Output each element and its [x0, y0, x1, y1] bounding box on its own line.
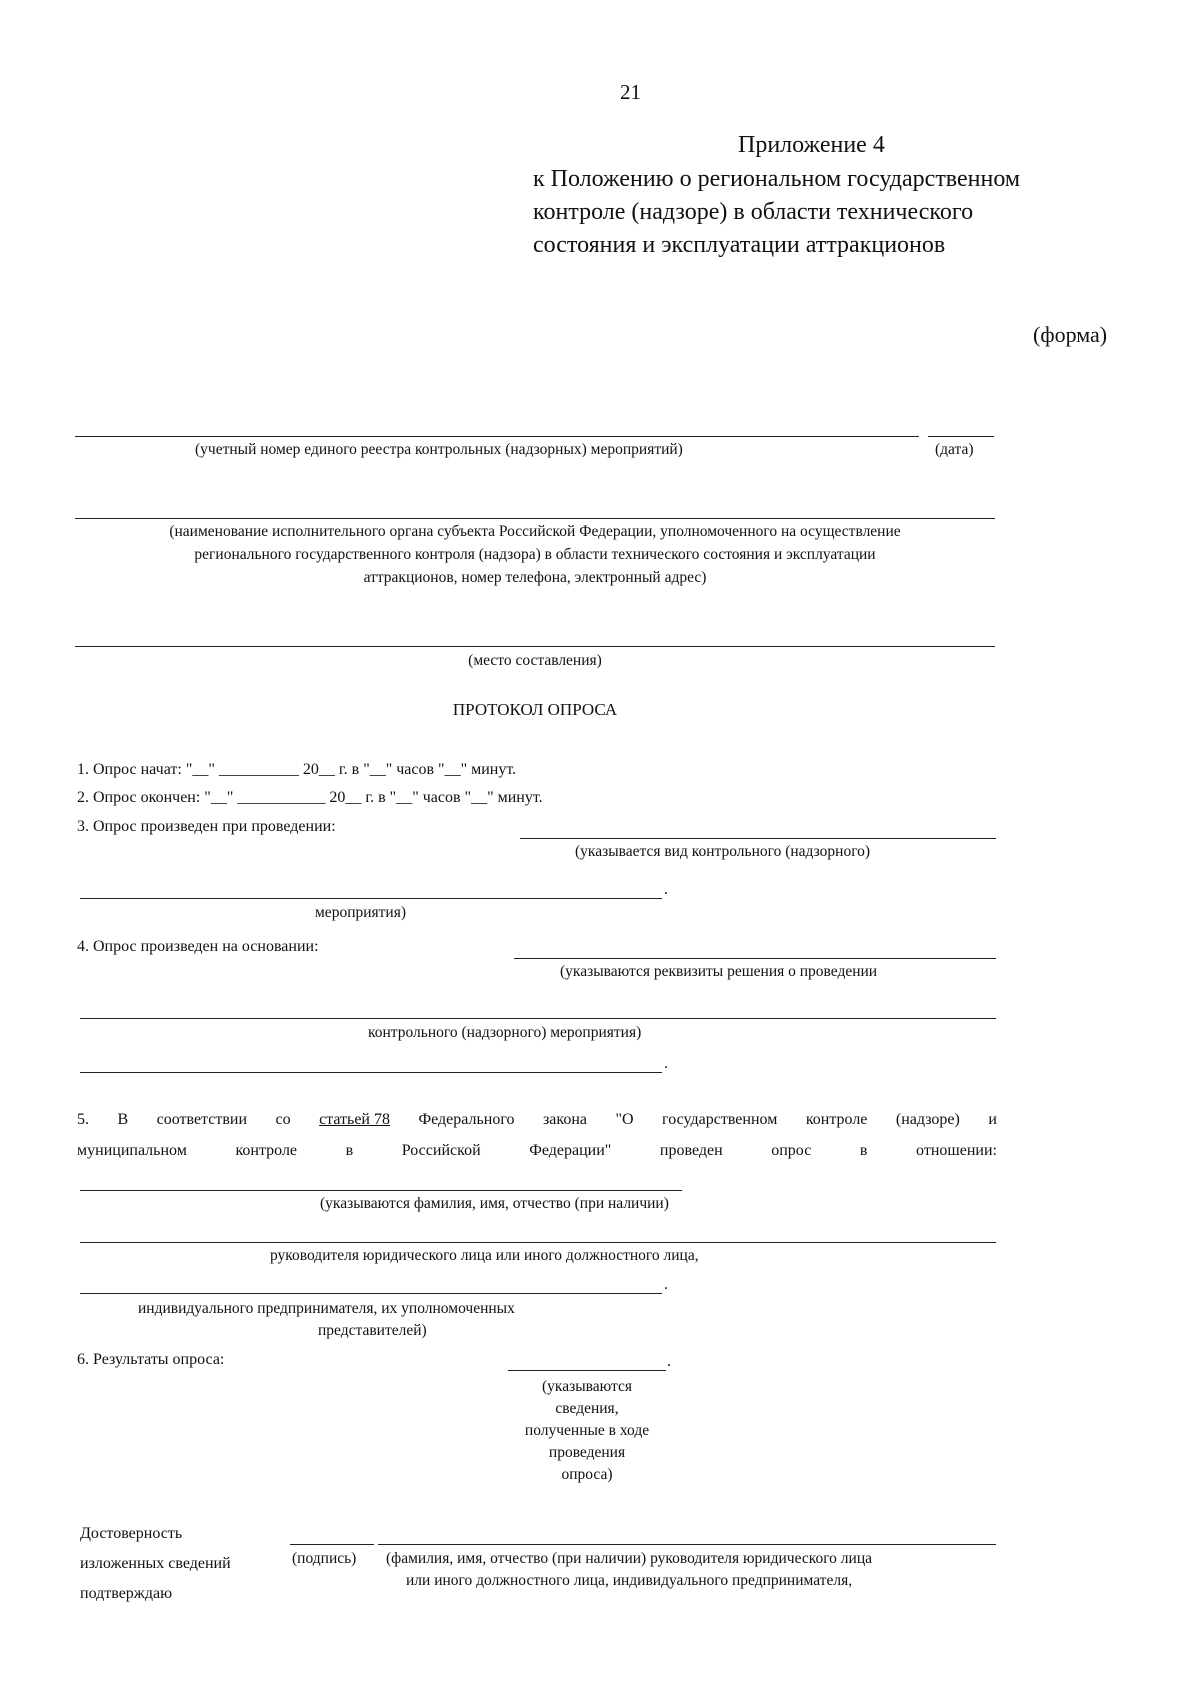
item-5-caption-2: руководителя юридического лица или иного должностного лица, [270, 1247, 699, 1264]
name-caption-2: или иного должностного лица, индивидуального предпринимателя, [406, 1572, 853, 1589]
item-5-word: "О [615, 1111, 634, 1128]
item-4-label: 4. Опрос произведен на основании: [77, 938, 319, 955]
authority-caption-3: аттракционов, номер телефона, электронный адрес) [363, 569, 707, 586]
item-3-label: 3. Опрос произведен при проведении: [77, 818, 336, 835]
item-5-word: контроле [805, 1111, 868, 1128]
authority-caption-1: (наименование исполнительного органа субъекта Российской Федерации, уполномоченного на осуществление [169, 523, 901, 540]
authority-line [75, 518, 995, 519]
item-5-word: муниципальном [77, 1142, 187, 1159]
item-5-word: Российской [401, 1142, 481, 1159]
protocol-title: ПРОТОКОЛ ОПРОСА [452, 700, 618, 719]
signature-caption: (подпись) [292, 1550, 357, 1567]
item-5-word: Федерации" [529, 1142, 612, 1159]
item-4-period: . [664, 1055, 668, 1072]
item-6-caption-4: проведения [548, 1444, 626, 1461]
name-caption-1: (фамилия, имя, отчество (при наличии) руководителя юридического лица [386, 1550, 873, 1567]
item-5-word: со [275, 1111, 291, 1128]
date-caption: (дата) [935, 441, 974, 458]
item-3-period: . [664, 881, 668, 898]
appendix-line-3: состояния и эксплуатации аттракционов [533, 232, 946, 258]
appendix-line-1: к Положению о региональном государственном [533, 166, 1021, 192]
item-5-word: в [859, 1142, 868, 1159]
article-78-link[interactable]: статьей 78 [319, 1111, 390, 1128]
item-5-caption-4: представителей) [318, 1322, 427, 1339]
item-4-line-3 [80, 1072, 662, 1073]
page-number: 21 [620, 80, 641, 104]
item-5-word: государственном [662, 1111, 778, 1128]
item-4-caption-2: контрольного (надзорного) мероприятия) [368, 1024, 642, 1041]
item-5-word: и [988, 1111, 997, 1128]
form-label: (форма) [1033, 322, 1108, 347]
item-5-line-c [80, 1293, 662, 1294]
item-5-line-2 [77, 1142, 997, 1160]
item-6-period: . [667, 1353, 671, 1370]
registry-number-caption: (учетный номер единого реестра контрольных (надзорных) мероприятий) [195, 441, 683, 458]
confirm-line-1: Достоверность [80, 1525, 183, 1542]
item-5-period: . [664, 1276, 668, 1293]
confirm-line-3: подтверждаю [80, 1585, 173, 1602]
item-5-line-1 [77, 1111, 997, 1129]
item-5-word: (надзоре) [895, 1111, 960, 1128]
signature-line [290, 1544, 374, 1545]
registry-number-line [75, 436, 919, 437]
item-1: 1. Опрос начат: "__" __________ 20__ г. в "__" часов "__" минут. [77, 761, 517, 778]
date-line [928, 436, 994, 437]
item-6-label: 6. Результаты опроса: [77, 1351, 225, 1368]
name-line [378, 1544, 996, 1545]
item-3-caption-1: (указывается вид контрольного (надзорного) [575, 843, 871, 860]
item-3-line-2 [80, 898, 662, 899]
item-5-word: соответствии [156, 1111, 248, 1128]
authority-caption-2: регионального государственного контроля (надзора) в области технического состояния и эксплуатации [194, 546, 876, 563]
item-6-caption-5: опроса) [561, 1466, 613, 1483]
item-3-caption-2: мероприятия) [315, 904, 407, 921]
item-5-word: проведен [659, 1142, 723, 1159]
appendix-title: Приложение 4 [738, 132, 885, 158]
item-3-line-1 [520, 838, 996, 839]
item-5-word: отношении: [916, 1142, 997, 1159]
item-5-word: опрос [771, 1142, 812, 1159]
item-4-line-1 [514, 958, 996, 959]
item-5-word: В [117, 1111, 129, 1128]
item-5-word: контроле [235, 1142, 298, 1159]
item-6-caption-3: полученные в ходе [524, 1422, 650, 1439]
item-5-word: закона [542, 1111, 588, 1128]
item-5-caption-3: индивидуального предпринимателя, их уполномоченных [138, 1300, 515, 1317]
item-5-number: 5. [77, 1111, 89, 1128]
item-5-line-b [80, 1242, 996, 1243]
place-line [75, 646, 995, 647]
appendix-line-2: контроле (надзоре) в области технического [533, 199, 974, 225]
confirm-line-2: изложенных сведений [80, 1555, 231, 1572]
item-6-caption-1: (указываются [542, 1378, 632, 1395]
item-5-caption-1: (указываются фамилия, имя, отчество (при наличии) [320, 1195, 669, 1212]
item-6-line [508, 1370, 666, 1371]
item-4-line-2 [80, 1018, 996, 1019]
item-4-caption-1: (указываются реквизиты решения о проведении [560, 963, 878, 980]
item-2: 2. Опрос окончен: "__" ___________ 20__ г. в "__" часов "__" минут. [77, 789, 543, 806]
item-5-line-a [80, 1190, 682, 1191]
item-5-word: в [345, 1142, 354, 1159]
item-6-caption-2: сведения, [555, 1400, 619, 1417]
item-5-word: Федерального [418, 1111, 515, 1128]
place-caption: (место составления) [468, 652, 602, 669]
